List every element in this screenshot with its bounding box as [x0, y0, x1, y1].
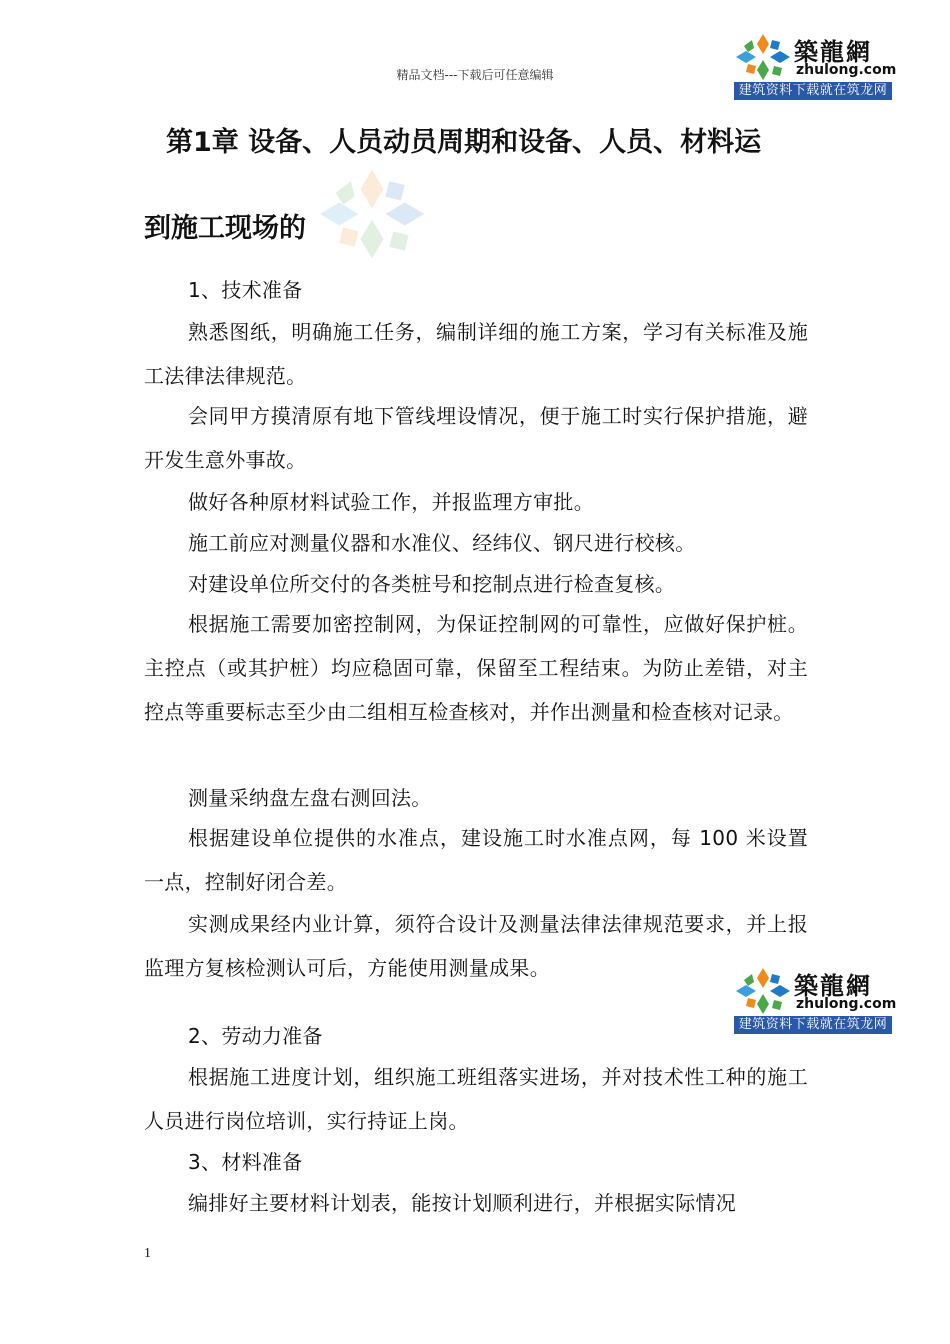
section-heading-labor: 2、劳动力准备 [188, 1024, 323, 1048]
section-heading-technical: 1、技术准备 [188, 278, 303, 302]
logo-slogan: 建筑资料下载就在筑龙网 [734, 1016, 892, 1034]
logo-name-en: zhulong.com [796, 996, 897, 1012]
logo-name-cn: 築龍網 [794, 971, 872, 1000]
section-heading-materials: 3、材料准备 [188, 1150, 303, 1174]
paragraph: 实测成果经内业计算，须符合设计及测量法律法律规范要求，并上报监理方复核检测认可后，方能使用测量成果。 [144, 912, 808, 980]
paragraph: 编排好主要材料计划表，能按计划顺利进行，并根据实际情况 [188, 1191, 737, 1215]
zhulong-mark-icon [736, 968, 790, 1014]
zhulong-mark-icon [736, 34, 790, 80]
logo-name-en: zhulong.com [796, 62, 897, 78]
page-number: 1 [144, 1246, 151, 1261]
paragraph: 会同甲方摸清原有地下管线埋设情况，便于施工时实行保护措施，避开发生意外事故。 [144, 404, 808, 472]
paragraph: 熟悉图纸，明确施工任务，编制详细的施工方案，学习有关标准及施工法律法律规范。 [144, 320, 808, 388]
paragraph: 测量采纳盘左盘右测回法。 [188, 786, 432, 810]
page-header: 精品文档---下载后可任意编辑 [396, 68, 554, 82]
paragraph: 根据施工需要加密控制网，为保证控制网的可靠性，应做好保护桩。主控点（或其护桩）均应稳固可靠，保留至工程结束。为防止差错，对主控点等重要标志至少由二组相互检查核对，并作出测量和检查核对记录。 [144, 612, 808, 724]
paragraph: 根据施工进度计划，组织施工班组落实进场，并对技术性工种的施工人员进行岗位培训，实行持证上岗。 [144, 1065, 808, 1133]
paragraph: 施工前应对测量仪器和水准仪、经纬仪、钢尺进行校核。 [188, 531, 696, 555]
chapter-title-line-2: 到施工现场的 [144, 213, 306, 244]
paragraph: 做好各种原材料试验工作，并报监理方审批。 [188, 490, 594, 514]
logo-name-cn: 築龍網 [794, 37, 872, 66]
zhulong-logo-top [734, 32, 897, 100]
logo-slogan: 建筑资料下载就在筑龙网 [734, 82, 892, 100]
chapter-title-line-1: 第1章 设备、人员动员周期和设备、人员、材料运 [166, 127, 762, 158]
paragraph: 对建设单位所交付的各类桩号和挖制点进行检查复核。 [188, 572, 676, 596]
paragraph: 根据建设单位提供的水准点，建设施工时水准点网，每 100 米设置一点，控制好闭合差。 [144, 826, 808, 894]
